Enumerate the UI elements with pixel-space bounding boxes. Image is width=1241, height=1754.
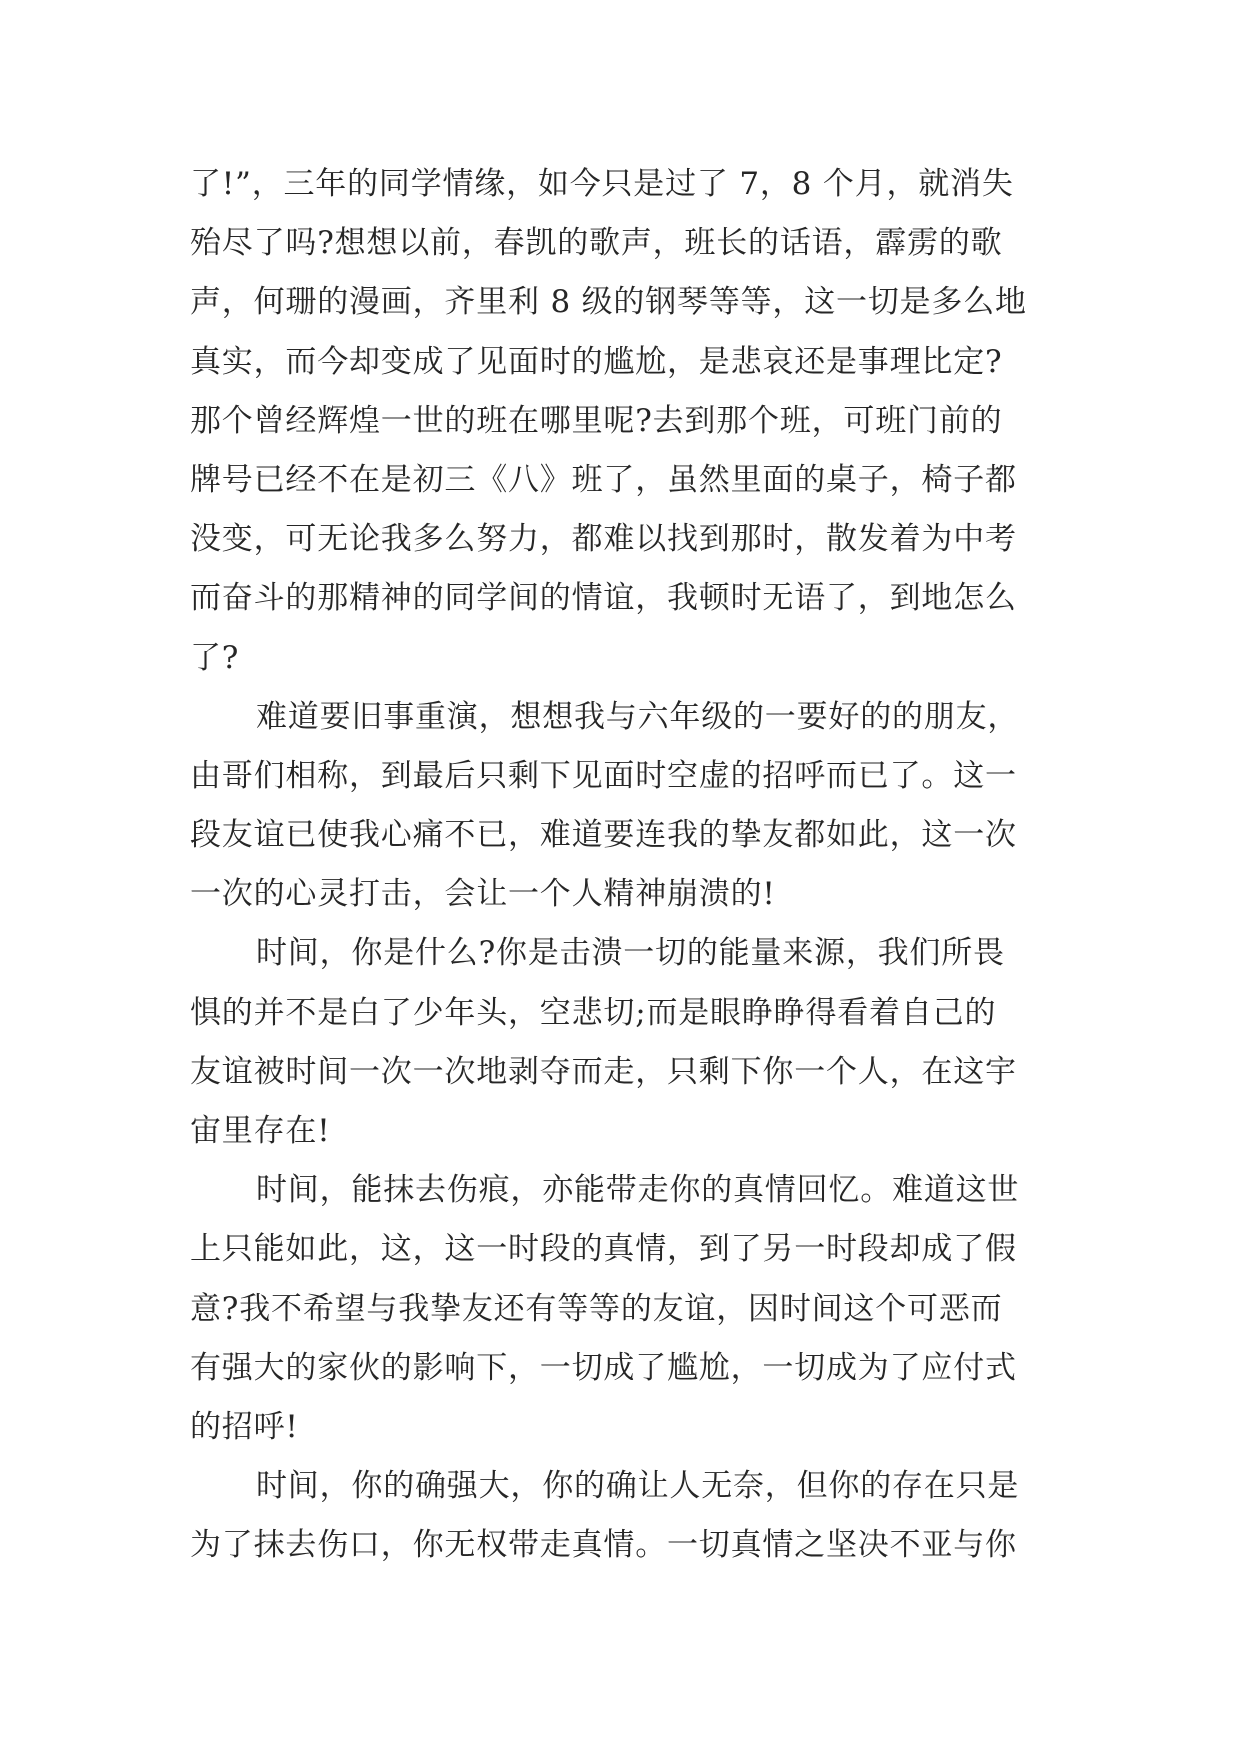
paragraph-first-line: 时间，你是什么?你是击溃一切的能量来源，我们所畏 (256, 935, 1005, 972)
text-line: 而奋斗的那精神的同学间的情谊，我顿时无语了，到地怎么 (190, 580, 1017, 617)
text-line: 有强大的家伙的影响下，一切成了尴尬，一切成为了应付式 (190, 1349, 1017, 1386)
text-line: 友谊被时间一次一次地剥夺而走，只剩下你一个人，在这宇 (190, 1053, 1017, 1090)
paragraph-first-line: 时间，你的确强大，你的确让人无奈，但你的存在只是 (256, 1468, 1020, 1505)
text-line: 惧的并不是白了少年头，空悲切;而是眼睁睁得看着自己的 (190, 994, 997, 1031)
text-line: 由哥们相称，到最后只剩下见面时空虚的招呼而已了。这一 (190, 757, 1017, 794)
text-line: 上只能如此，这，这一时段的真情，到了另一时段却成了假 (190, 1231, 1017, 1268)
text-line: 了? (190, 639, 240, 676)
text-line: 声，何珊的漫画，齐里利 8 级的钢琴等等，这一切是多么地 (190, 284, 1027, 321)
body-text (190, 155, 1070, 1576)
text-line: 一次的心灵打击，会让一个人精神崩溃的! (190, 876, 776, 913)
text-line: 段友谊已使我心痛不已，难道要连我的挚友都如此，这一次 (190, 817, 1017, 854)
text-line: 宙里存在! (190, 1113, 331, 1149)
text-line: 那个曾经辉煌一世的班在哪里呢?去到那个班，可班门前的 (190, 402, 1003, 439)
paragraph-first-line: 时间，能抹去伤痕，亦能带走你的真情回忆。难道这世 (256, 1172, 1020, 1209)
text-line: 真实，而今却变成了见面时的尴尬，是悲哀还是事理比定? (190, 343, 1003, 380)
text-line: 意?我不希望与我挚友还有等等的友谊，因时间这个可恶而 (190, 1290, 1003, 1327)
paragraph-first-line: 难道要旧事重演，想想我与六年级的一要好的的朋友， (256, 698, 1020, 735)
text-line: 了!”，三年的同学情缘，如今只是过了 7，8 个月，就消失 (190, 166, 1014, 202)
text-line: 的招呼! (190, 1408, 299, 1445)
text-line: 殆尽了吗?想想以前，春凯的歌声，班长的话语，霹雳的歌 (190, 225, 1003, 262)
text-line: 没变，可无论我多么努力，都难以找到那时，散发着为中考 (190, 521, 1017, 558)
text-line: 为了抹去伤口，你无权带走真情。一切真情之坚决不亚与你 (190, 1527, 1017, 1564)
text-line: 牌号已经不在是初三《八》班了，虽然里面的桌子，椅子都 (190, 461, 1017, 498)
